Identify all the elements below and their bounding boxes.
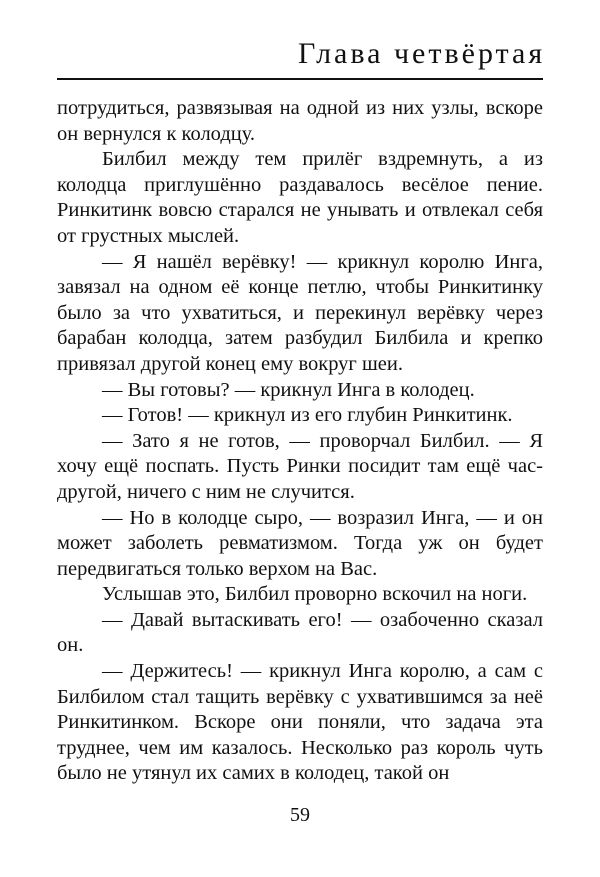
page-number: 59 [290, 804, 310, 826]
header-rule [57, 78, 543, 80]
paragraph: Услышав это, Билбил проворно вскочил на ноги. [102, 583, 528, 606]
paragraph: — Давай вытаскивать его! — озабоченно сказал он. [57, 608, 543, 657]
paragraph: потрудиться, развязывая на одной из них узлы, вскоре он вернулся к колодцу. [57, 97, 543, 145]
paragraph: — Зато я не готов, — проворчал Билбил. — Я хочу ещё поспать. Пусть Ринки посидит там ещё час-другой, ничего с ним не случится. [57, 429, 543, 503]
body-text [57, 96, 543, 787]
paragraph: Билбил между тем прилёг вздремнуть, а из колодца приглушённо раздавалось весёлое пение. Ринкитинк вовсю старался не унывать и отвлекал себя от грустных мыслей. [57, 148, 543, 247]
paragraph: — Но в колодце сыро, — возразил Инга, — и он может заболеть ревматизмом. Тогда уж он будет передвигаться только верхом на Вас. [57, 506, 543, 580]
chapter-title: Глава четвёртая [298, 37, 546, 70]
paragraph: — Вы готовы? — крикнул Инга в колодец. [102, 378, 475, 401]
paragraph: — Я нашёл верёвку! — крикнул королю Инга, завязал на одном её конце петлю, чтобы Ринкитинку было за что ухватиться, и перекинул верёвку через барабан колодца, затем разбудил Билбила и крепко привязал другой конец ему вокруг шеи. [57, 250, 543, 375]
paragraph: — Готов! — крикнул из его глубин Ринкитинк. [102, 404, 513, 427]
paragraph: — Держитесь! — крикнул Инга королю, а сам с Билбилом стал тащить верёвку с ухватившимся за неё Ринкитинком. Вскоре они поняли, что задача эта труднее, чем им казалось. Несколько раз король чуть было не утянул их самих в колодец, такой он [57, 660, 543, 785]
